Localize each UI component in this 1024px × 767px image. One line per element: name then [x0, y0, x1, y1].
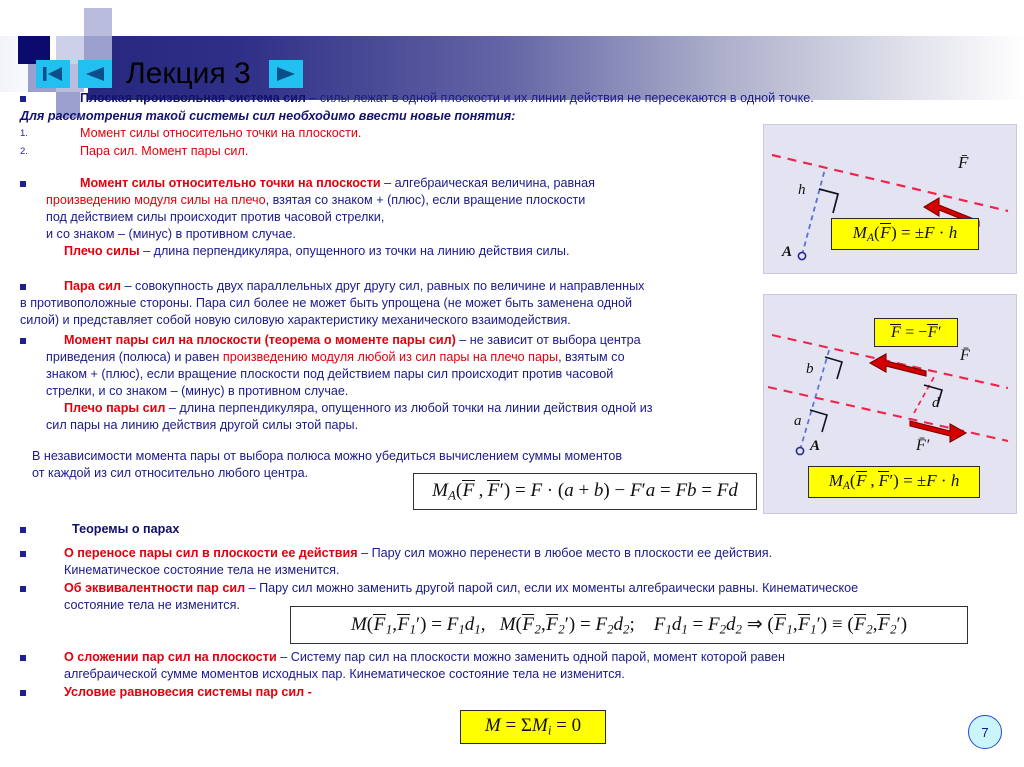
paragraph-moment-pair-line2	[46, 349, 625, 367]
text-red-term-arm-pair: Плечо пары сил	[64, 401, 166, 415]
paragraph-pair-line2: в противоположные стороны. Пара сил более не может быть упрощена (не может быть заменена одной	[20, 296, 633, 310]
formula-equivalence	[290, 606, 968, 644]
deco-square-1	[84, 8, 112, 36]
diagram2-label-d: d	[932, 395, 940, 411]
paragraph-pair-line3: силой) и представляет собой новую силовую характеристику механического взаимодействия.	[20, 313, 571, 327]
diagram2-label-force-prime: F̄′	[916, 437, 930, 454]
paragraph-definition-plane-system	[80, 90, 814, 108]
paragraph-arm-of-force	[64, 243, 569, 261]
text-red-term-8: Об эквивалентности пар сил	[64, 581, 246, 595]
line-of-action-lower	[768, 387, 1008, 441]
text-rest-8: – Пару сил можно заменить другой парой сил, если их моменты алгебраически равны. Кинематическое	[245, 581, 859, 595]
right-angle-mark	[819, 189, 838, 213]
point-a-marker-2	[796, 447, 803, 454]
paragraph-theorem-transfer	[64, 545, 772, 563]
text-rest-2b: , взятая со знаком + (плюс), если вращение плоскости	[265, 193, 586, 207]
paragraph-theorem-addition-line2: алгебраической сумме моментов исходных пар. Кинематическое состояние тела не изменится.	[64, 667, 625, 681]
formula-equilibrium-text: $M = \Sigma M_i = 0$	[484, 715, 582, 738]
page-title: Лекция 3	[126, 57, 251, 90]
diagram2-label-force: F̄	[960, 347, 970, 364]
list-item-2: Пара сил. Момент пары сил.	[80, 144, 249, 158]
title-row	[36, 54, 303, 94]
diagram-moment-of-pair	[763, 294, 1017, 514]
text-rest-arm: – длина перпендикуляра, опущенного из точки на линию действия силы.	[139, 244, 570, 258]
diagram-moment-of-force	[763, 124, 1017, 274]
heading-theorems: Теоремы о парах	[72, 522, 180, 536]
text-4b-a: приведения (полюса) и равен	[46, 350, 223, 364]
paragraph-arm-of-pair-line2: сил пары на линию действия другой силы этой пары.	[46, 418, 359, 432]
list-item-1: Момент силы относительно точки на плоскости.	[80, 126, 362, 140]
list-number-2: 2.	[20, 146, 28, 157]
diagram2-label-point-a: A	[810, 438, 821, 454]
formula-moment-expansion	[413, 473, 757, 510]
right-angle-b	[825, 357, 842, 379]
list-number-1: 1.	[20, 128, 28, 139]
bullet-marker-9	[20, 655, 26, 661]
paragraph-theorem-transfer-line2: Кинематическое состояние тела не изменится.	[64, 563, 340, 577]
paragraph-moment-pair-line4: стрелки, и со знаком – (минус) в противном случае.	[46, 384, 349, 398]
paragraph-intro-italic: Для рассмотрения такой системы сил необходимо ввести новые понятия:	[20, 109, 516, 123]
diagram1-label-point-a: A	[782, 244, 793, 260]
diagram2-label-b: b	[806, 361, 814, 377]
line-of-action	[772, 155, 1008, 211]
bullet-marker-3	[20, 284, 26, 290]
point-a-marker	[798, 252, 805, 259]
text-rest-3: – совокупность двух параллельных друг другу сил, равных по величине и направленных	[121, 279, 645, 293]
paragraph-arm-of-pair	[64, 400, 653, 418]
paragraph-pair-of-forces	[64, 278, 644, 296]
text-4b-red: произведению модуля любой из сил пары на плечо пары	[222, 350, 559, 364]
first-page-icon[interactable]	[36, 60, 70, 88]
text-rest-arm-pair: – длина перпендикуляра, опущенного из любой точки на линии действия одной из	[165, 401, 653, 415]
formula-moment-a	[831, 218, 979, 250]
paragraph-independence-line1: В независимости момента пары от выбора полюса можно убедиться вычислением суммы моментов	[32, 449, 623, 463]
bullet-marker-2	[20, 181, 26, 187]
paragraph-independence-line2: от каждой из сил относительно любого центра.	[32, 466, 309, 480]
text-red-term-7: О переносе пары сил в плоскости ее действия	[64, 546, 358, 560]
text-rest-4: – не зависит от выбора центра	[455, 333, 641, 347]
diagram1-label-h: h	[798, 182, 806, 198]
formula-moment-pair-text: $M_A(F$ , F′) = ±F · h	[828, 471, 960, 493]
force-arrow-f	[870, 354, 926, 376]
paragraph-moment-of-pair	[64, 332, 641, 350]
text-red-term-3: Пара сил	[64, 279, 121, 293]
paragraph-moment-line2	[46, 192, 585, 210]
text-red-term-2b: произведению модуля силы на плечо	[46, 193, 266, 207]
text-rest-1: – силы лежат в одной плоскости и их линии действия не пересекаются в одной точке.	[305, 91, 814, 105]
paragraph-moment-pair-line3: знаком + (плюс), если вращение плоскости под действием пары сил происходит против часовой	[46, 367, 614, 381]
text-red-term-2: Момент силы относительно точки на плоскости	[80, 176, 381, 190]
bullet-marker-4	[20, 338, 26, 344]
bullet-marker-1	[20, 96, 26, 102]
diagram1-label-force: F̄	[958, 153, 969, 172]
formula-moment-a-text: $M_A(F) = \pm F \cdot h$	[852, 223, 958, 245]
formula-moment-pair	[808, 466, 980, 498]
paragraph-moment-line3: под действием силы происходит против часовой стрелки,	[46, 210, 385, 224]
text-4b-b: , взятым со	[558, 350, 625, 364]
next-icon[interactable]	[269, 60, 303, 88]
formula-f-minus-text: F = −F′	[890, 323, 942, 341]
formula-equilibrium	[460, 710, 606, 744]
paragraph-theorem-equivalence-line2: состояние тела не изменится.	[64, 598, 240, 612]
previous-icon[interactable]	[78, 60, 112, 88]
paragraph-moment-of-force	[80, 175, 595, 193]
text-red-term-9: О сложении пар сил на плоскости	[64, 650, 277, 664]
perpendicular-d	[914, 377, 934, 413]
diagram2-label-a: a	[794, 413, 802, 429]
text-bold-term-1: Плоская произвольная система сил	[80, 91, 306, 105]
bullet-marker-6	[20, 527, 26, 533]
formula-f-equals-minus-f-prime	[874, 318, 958, 347]
text-red-term-arm: Плечо силы	[64, 244, 140, 258]
paragraph-equilibrium-condition: Условие равновесия системы пар сил -	[64, 685, 312, 699]
bullet-marker-8	[20, 586, 26, 592]
text-rest-2: – алгебраическая величина, равная	[380, 176, 595, 190]
paragraph-theorem-addition	[64, 649, 785, 667]
bullet-marker-7	[20, 551, 26, 557]
text-rest-7: – Пару сил можно перенести в любое место в плоскости ее действия.	[357, 546, 773, 560]
formula-moment-expansion-text: $M_A(F$ , F′) = F · (a + b) − F′a = Fb = Fd	[432, 479, 738, 503]
paragraph-theorem-equivalence	[64, 580, 858, 598]
paragraph-moment-line4: и со знаком – (минус) в противном случае.	[46, 227, 296, 241]
right-angle-a	[810, 410, 827, 432]
formula-equivalence-text: $M(F_1,F_1') = F_1d_1$, $M(F_2,F_2') = F_2d_2$; $F_1d_1 = F_2d_2$ ⇒ $(F_1,F_1') \equiv (F_2,F_2')$	[350, 613, 908, 637]
text-rest-9: – Систему пар сил на плоскости можно заменить одной парой, момент которой равен	[276, 650, 785, 664]
text-red-term-4: Момент пары сил на плоскости (теорема о моменте пары сил)	[64, 333, 456, 347]
bullet-marker-10	[20, 690, 26, 696]
page-number-badge: 7	[968, 715, 1002, 749]
